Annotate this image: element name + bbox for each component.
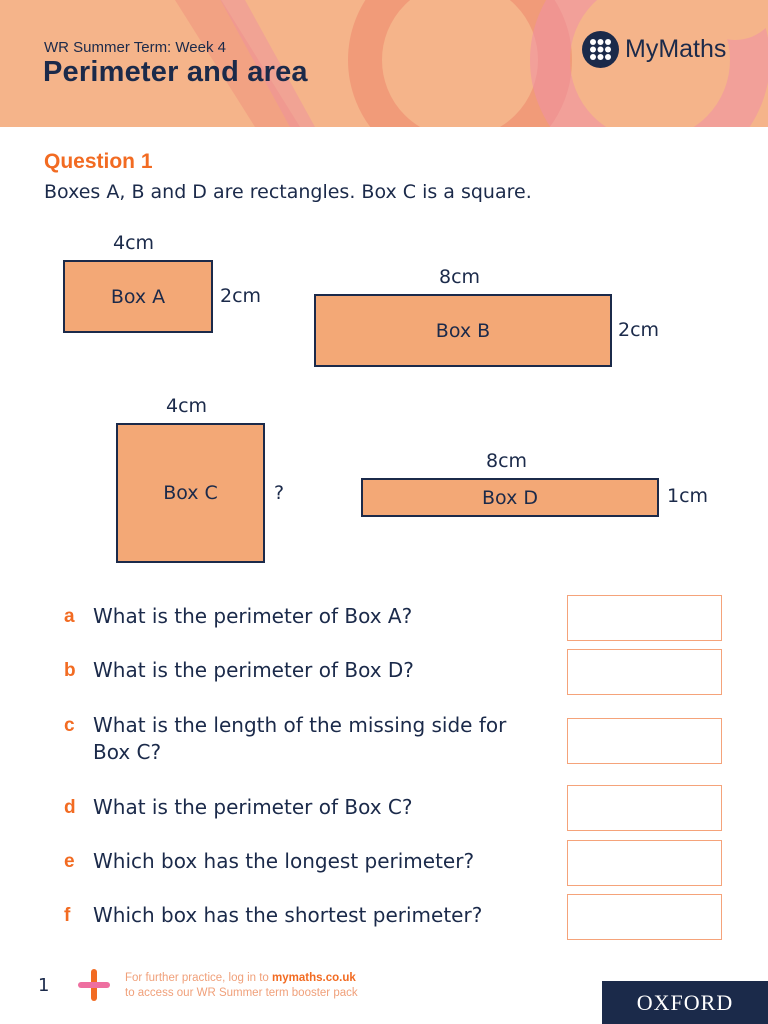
subquestion-letter-c: c	[64, 715, 75, 736]
page-subtitle: WR Summer Term: Week 4	[44, 39, 226, 56]
answer-box-f[interactable]	[567, 894, 722, 940]
subquestion-letter-b: b	[64, 660, 76, 681]
box-a-label: Box A	[110, 285, 166, 308]
mymaths-link[interactable]: mymaths.co.uk	[272, 972, 356, 984]
brand-logo	[582, 29, 726, 69]
box-d	[361, 478, 659, 517]
subquestion-letter-d: d	[64, 797, 76, 818]
answer-box-a[interactable]	[567, 595, 722, 641]
box-a-width-label: 4cm	[113, 232, 155, 254]
header-banner	[0, 0, 768, 127]
box-c-missing-side-label: ?	[274, 482, 285, 504]
answer-box-d[interactable]	[567, 785, 722, 831]
box-c-label: Box C	[163, 482, 218, 504]
subquestion-text-b: What is the perimeter of Box D?	[93, 658, 414, 682]
box-a	[63, 260, 213, 333]
answer-box-e[interactable]	[567, 840, 722, 886]
subquestion-text-d: What is the perimeter of Box C?	[93, 795, 413, 819]
question-text: Boxes A, B and D are rectangles. Box C is a square.	[44, 181, 532, 203]
footer-note	[125, 971, 358, 1001]
box-d-width-label: 8cm	[486, 450, 528, 472]
subquestion-letter-a: a	[64, 606, 75, 627]
question-heading: Question 1	[44, 150, 153, 173]
subquestion-text-a: What is the perimeter of Box A?	[93, 604, 413, 628]
box-a-height-label: 2cm	[220, 285, 262, 307]
subquestion-text-e: Which box has the longest perimeter?	[93, 849, 475, 873]
page-number: 1	[38, 975, 50, 996]
box-b-width-label: 8cm	[439, 266, 481, 288]
box-b	[314, 294, 612, 367]
publisher-name: OXFORD	[636, 989, 734, 1015]
page-title: Perimeter and area	[43, 56, 308, 88]
box-c	[116, 423, 265, 563]
box-c-width-label: 4cm	[166, 395, 208, 417]
answer-box-c[interactable]	[567, 718, 722, 764]
oxford-logo	[602, 981, 768, 1024]
subquestion-letter-e: e	[64, 851, 75, 872]
footer-line2: to access our WR Summer term booster pack	[125, 987, 358, 999]
subquestion-letter-f: f	[64, 905, 71, 926]
brand-name: MyMaths	[625, 34, 727, 63]
subquestion-text-c: What is the length of the missing side for Box C?	[93, 713, 507, 764]
footer-line1: For further practice, log in to	[125, 972, 273, 984]
subquestion-text-f: Which box has the shortest perimeter?	[93, 903, 483, 927]
plus-icon	[76, 967, 112, 1003]
box-b-label: Box B	[435, 319, 491, 342]
box-b-height-label: 2cm	[618, 319, 660, 341]
box-d-label: Box D	[482, 486, 538, 509]
answer-box-b[interactable]	[567, 649, 722, 695]
dots-grid-icon	[582, 31, 619, 68]
box-d-height-label: 1cm	[667, 485, 709, 507]
